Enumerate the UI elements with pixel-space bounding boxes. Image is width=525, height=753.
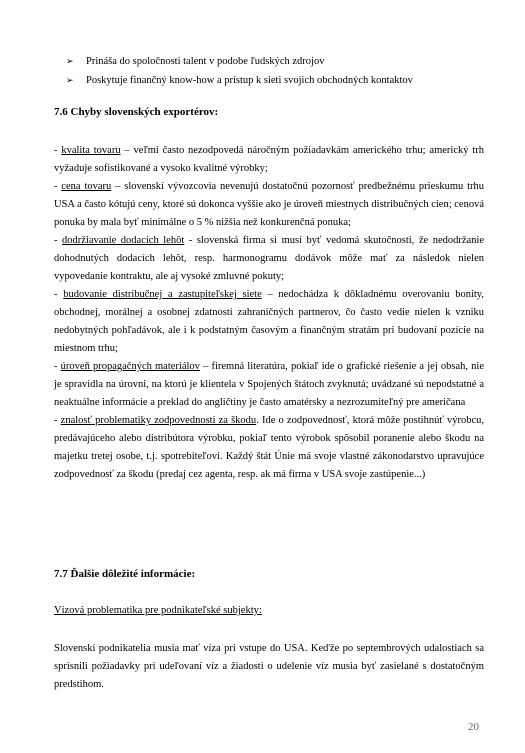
item-dash: - bbox=[54, 181, 62, 192]
exporter-errors-list bbox=[54, 142, 484, 484]
item-dash: - bbox=[54, 145, 62, 156]
item-term: dodržiavanie dodacích lehôt bbox=[62, 235, 185, 246]
bullet-list bbox=[66, 52, 496, 90]
item-term: budovanie distribučnej a zastupiteľskej siete bbox=[63, 289, 262, 300]
item-text: – firemná literatúra, pokiaľ ide o grafické riešenie a jej obsah, nie je spravidla na úrovni, na ktorú je klientela v Spojených štátoch zvyknutá; uvádzané sú nepodstatné a neaktuálne informácie a preklad do angličtiny je často amatérsky a nezrozumiteľný pre američana bbox=[54, 361, 485, 408]
bullet-text: Poskytuje finančný know-how a prístup k sieti svojich obchodných kontaktov bbox=[86, 75, 413, 86]
list-item bbox=[54, 232, 484, 286]
list-item bbox=[66, 52, 496, 71]
item-term: úroveň propagačných materiálov bbox=[60, 361, 200, 372]
item-dash: - bbox=[54, 415, 61, 426]
item-term: cena tovaru bbox=[61, 181, 112, 192]
item-text: – veľmi často nezodpovedá náročným požiadavkám amerického trhu; americký trh vyžaduje sofistikované a vysoko kvalitné výrobky; bbox=[54, 145, 484, 174]
item-term: kvalita tovaru bbox=[61, 145, 121, 156]
page-number: 20 bbox=[468, 721, 479, 733]
item-term: znalosť problematiky zodpovednosti za škodu bbox=[60, 415, 257, 426]
visa-subheading: Vízová problematika pre podnikateľské subjekty: bbox=[54, 605, 262, 616]
item-text: - slovenská firma si musí byť vedomá skutočnosti, že nedodržanie dohodnutých dodacích lehôt, resp. harmonogramu dodávok môže mať za následok nielen vypovedanie kontraktu, ale aj vysoké zmluvné pokuty; bbox=[54, 235, 485, 282]
list-item bbox=[54, 178, 484, 232]
list-item bbox=[54, 358, 484, 412]
item-text: – slovenskí vývozcovia nevenujú dostatočnú pozornosť predbežnému prieskumu trhu USA a často kótujú ceny, ktoré sú dokonca vyššie ako je úroveň miestnych distribučných cien; cenová ponuka by mala byť minimálne o 5 % nižšia než konkurenčná ponuka; bbox=[54, 181, 485, 228]
list-item bbox=[66, 71, 496, 90]
visa-paragraph: Slovenskí podnikatelia musia mať víza pri vstupe do USA. Keďže po septembrových udalostiach sa sprísnili požiadavky pri udeľovaní víz a žiadosti o udelenie víz musia byť zasielané s dostatočným predstihom. bbox=[54, 643, 484, 690]
item-dash: - bbox=[54, 361, 61, 372]
item-dash: - bbox=[54, 289, 64, 300]
list-item bbox=[54, 142, 484, 178]
arrow-bullet-icon: ➢ bbox=[66, 56, 74, 66]
section-heading-7-7: 7.7 Ďalšie dôležité informácie: bbox=[54, 568, 196, 580]
arrow-bullet-icon: ➢ bbox=[66, 75, 74, 85]
item-text: – nedochádza k dôkladnému overovaniu bonity, obchodnej, morálnej a osobnej zdatnosti zahraničných partnerov, čo často vedie nielen k vzniku nedobytných pohľadávok, ale i k podstatným časovým a finančným stratám pri budovaní pozície na miestnom trhu; bbox=[54, 289, 484, 354]
item-dash: - bbox=[54, 235, 63, 246]
list-item bbox=[54, 412, 484, 484]
section-heading-7-6: 7.6 Chyby slovenských exportérov: bbox=[54, 106, 219, 118]
item-text: . Ide o zodpovednosť, ktorá môže postihnúť výrobcu, predávajúceho alebo distribútora výrobku, pokiaľ tento výrobok spôsobil poranenie alebo škodu na majetku tretej osobe, t.j. spotrebiteľovi. Každý štát Únie má svoje vlastné zákonodarstvo upravujúce zodpovednosť za škodu (predaj cez agenta, resp. ak má firma v USA svoje zastúpenie...) bbox=[54, 415, 485, 480]
list-item bbox=[54, 286, 484, 358]
bullet-text: Prináša do spoločnosti talent v podobe ľudských zdrojov bbox=[86, 56, 325, 67]
